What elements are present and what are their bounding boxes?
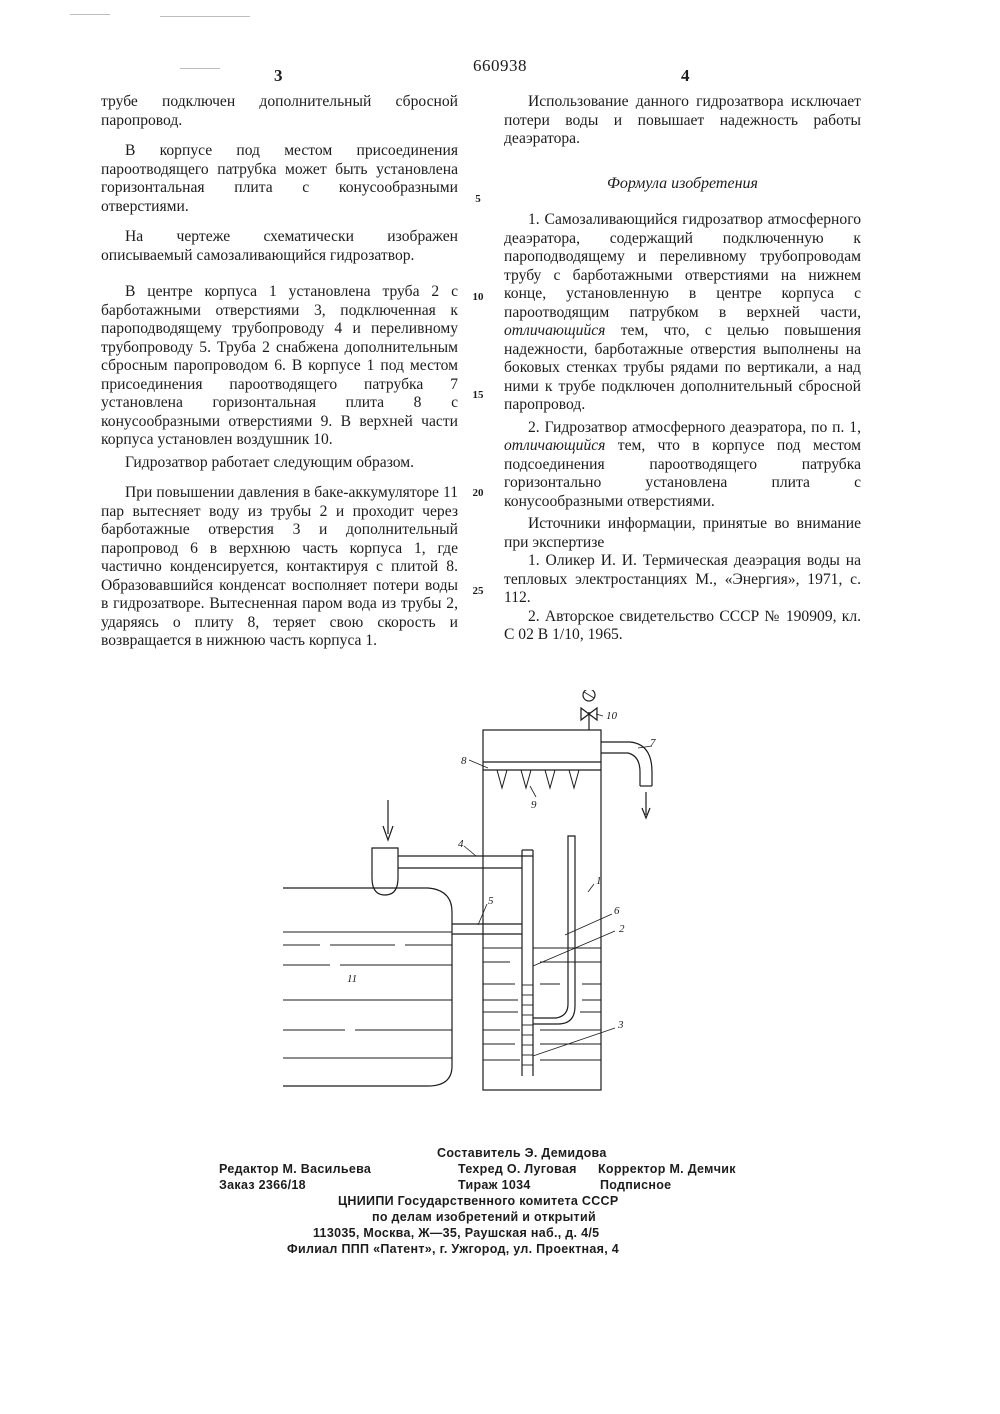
claim-2-start: 2. Гидрозатвор атмосферного деаэратора, по п. 1, (528, 418, 861, 436)
bubbling-holes (522, 985, 533, 1065)
label-5: 5 (488, 895, 494, 907)
source-1: 1. Оликер И. И. Термическая деаэрация воды на тепловых электростанциях М., «Энергия», 1971, с. 112. (504, 552, 861, 606)
claim-1 (504, 211, 861, 415)
left-column (101, 93, 458, 655)
imprint-techred: Техред О. Луговая (458, 1162, 577, 1176)
left-paragraph: При повышении давления в баке-аккумуляторе 11 пар вытесняет воду из трубы 2 и проходит через барботажные отверстия 3 и дополнительный паропровод 6 в верхнюю часть корпуса 1, где частично конденсируется, контактируя с плитой 8. Образовавшийся конденсат восполняет потери воды в гидрозатворе. Вытесненная паром вода из трубы 2, ударяясь о плиту 8, теряет свою скорость и возвращается в нижнюю часть корпуса 1. (101, 484, 458, 649)
claim-1-italic: отличающийся (504, 322, 606, 339)
outlet-7 (601, 742, 652, 786)
claim-2-end: тем, что в корпусе под местом подсоединения пароотводящего патрубка горизонтально установлена плита с конусообразными отверстиями. (504, 437, 861, 510)
imprint-corrector: Корректор М. Демчик (598, 1162, 736, 1176)
line-number: 25 (472, 585, 484, 597)
line-number: 10 (472, 291, 484, 303)
claim-2-italic: отличающийся (504, 437, 606, 454)
label-6: 6 (614, 905, 620, 917)
right-column-number: 4 (681, 66, 690, 85)
figure-labels (347, 710, 656, 1031)
housing-water-lines (483, 948, 601, 1060)
outlet-7 (601, 753, 640, 786)
claim-1-start: 1. Самозаливающийся гидрозатвор атмосферного деаэратора, содержащий подключенную к пароподводящему и переливному трубопроводам трубу с барботажными отверстиями на нижнем конце, установленную в центре корпуса с пароотводящим патрубком в верхней части, (504, 211, 861, 321)
pipe-6 (533, 836, 575, 1024)
label-8: 8 (461, 755, 467, 767)
imprint-circulation: Тираж 1034 (458, 1178, 531, 1192)
label-2: 2 (619, 923, 625, 935)
imprint-org-2: по делам изобретений и открытий (372, 1210, 596, 1224)
claim-2 (504, 419, 861, 512)
line-number: 20 (472, 487, 484, 499)
gauge-icon (584, 692, 594, 698)
hydraulic-seal-figure (0, 690, 1000, 1110)
scan-speck (70, 14, 110, 15)
imprint-compiler: Составитель Э. Демидова (437, 1146, 607, 1160)
claim-1-end: тем, что, с целью повышения надежности, барботажные отверстия выполнены на боковых стенках трубы рядами по вертикали, а над ними к трубе подключен дополнительный сбросной паропровод. (504, 322, 862, 413)
gauge-icon (583, 690, 595, 701)
imprint-editor: Редактор М. Васильева (219, 1162, 372, 1176)
leader-lines (464, 714, 652, 1056)
label-4: 4 (458, 838, 464, 850)
line-number: 5 (475, 193, 481, 205)
left-paragraph: Гидрозатвор работает следующим образом. (125, 453, 415, 471)
imprint-order: Заказ 2366/18 (219, 1178, 306, 1192)
imprint-branch: Филиал ППП «Патент», г. Ужгород, ул. Проектная, 4 (287, 1242, 619, 1256)
left-paragraph: В корпусе под местом присоединения пароотводящего патрубка может быть установлена горизонтальная плита с конусообразными отверстиями. (101, 142, 458, 215)
imprint-subscription: Подписное (600, 1178, 672, 1192)
label-10: 10 (606, 710, 617, 722)
label-11: 11 (347, 973, 358, 985)
sources-intro: Источники информации, принятые во внимание при экспертизе (504, 515, 861, 551)
imprint-org: ЦНИИПИ Государственного комитета СССР (338, 1194, 619, 1208)
label-7: 7 (650, 737, 656, 749)
label-3: 3 (618, 1019, 624, 1031)
cone-holes (497, 770, 579, 788)
left-paragraph: В центре корпуса 1 установлена труба 2 с барботажными отверстиями 3, подключенная к пароподводящему трубопроводу 4 и переливному трубопроводу 5. Труба 2 снабжена дополнительным сбросным паропроводом 6. В корпусе 1 под местом присоединения пароотводящего патрубка 7 установлена горизонтальная плита 8 с конусообразными отверстиями 9. В верхней части корпуса установлен воздушник 10. (101, 283, 458, 448)
right-column (504, 93, 861, 645)
patent-number: 660938 (473, 56, 527, 75)
imprint-address: 113035, Москва, Ж—35, Раушская наб., д. 4/5 (313, 1226, 600, 1240)
right-intro: Использование данного гидрозатвора исключает потери воды и повышает надежность работы деаэратора. (504, 93, 861, 147)
line-number: 15 (472, 389, 484, 401)
left-paragraph: На чертеже схематически изображен описываемый самозаливающийся гидрозатвор. (101, 228, 458, 264)
left-paragraph: трубе подключен дополнительный сбросной паропровод. (101, 93, 458, 129)
scan-speck (160, 16, 250, 17)
label-9: 9 (531, 799, 537, 811)
tank-water-lines (283, 932, 452, 1058)
tank-outline (283, 888, 452, 1086)
label-1: 1 (596, 875, 602, 887)
source-2: 2. Авторское свидетельство СССР № 190909, кл. С 02 В 1/10, 1965. (504, 607, 861, 643)
claims-heading: Формула изобретения (607, 174, 758, 192)
left-column-number: 3 (274, 66, 283, 85)
